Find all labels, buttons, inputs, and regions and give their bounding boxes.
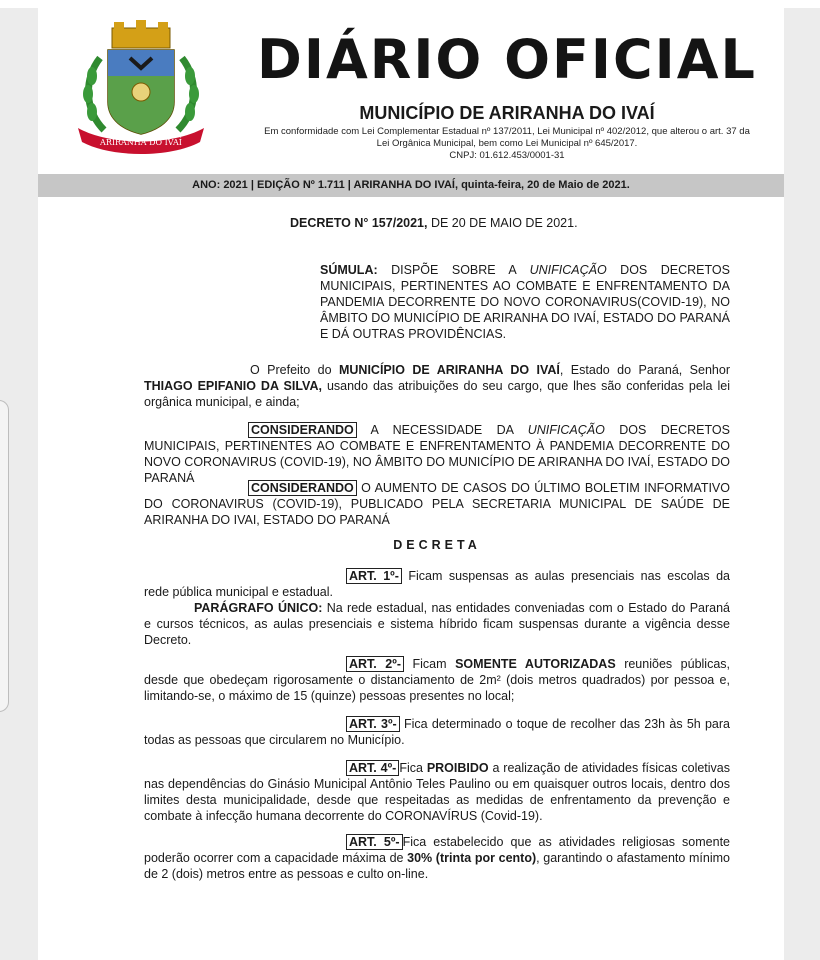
sumula-text-1: DISPÕE SOBRE A xyxy=(377,263,530,277)
edition-bar: ANO: 2021 | EDIÇÃO Nº 1.711 | ARIRANHA DO IVAÍ, quinta-feira, 20 de Maio de 2021. xyxy=(38,174,784,197)
paragrafo-label: PARÁGRAFO ÚNICO: xyxy=(194,601,323,615)
article-2 xyxy=(144,656,730,704)
mayor-name: THIAGO EPIFANIO DA SILVA, xyxy=(144,379,322,393)
top-strip xyxy=(0,0,820,8)
considering-label: CONSIDERANDO xyxy=(248,422,357,438)
considering-1 xyxy=(144,422,730,486)
newspaper-title: DIÁRIO OFICIAL xyxy=(257,28,757,91)
article-label: ART. 2º- xyxy=(346,656,404,672)
article-4-text-2: a realização de atividades físicas coletivas nas dependências do Ginásio Municipal Antônio Teles Paulino ou em quaisquer outros locais, dentro dos limites desta municipalidade, desde que respeitadas as medidas de enfrentamento da prevenção e combate à infecção humana decorrente do CORONAVÍRUS (Covid-19). xyxy=(144,761,730,823)
article-4 xyxy=(144,760,730,824)
article-5 xyxy=(144,834,730,882)
decree-date: DE 20 DE MAIO DE 2021. xyxy=(427,216,578,230)
sumula-label: SÚMULA: xyxy=(320,263,378,277)
preamble-municipality: MUNICÍPIO DE ARIRANHA DO IVAÍ xyxy=(338,363,560,377)
crest-ribbon-text: ARIRANHA DO IVAÍ xyxy=(100,138,182,147)
article-5-text-2: , garantindo o afastamento mínimo de 2 (dois) metros entre as pessoas e culto on-line. xyxy=(144,851,730,881)
preamble-text-2: , Estado do Paraná, Senhor xyxy=(559,363,730,377)
article-label: ART. 5º- xyxy=(346,834,403,850)
decreta-heading: DECRETA xyxy=(393,538,481,552)
cnpj: CNPJ: 01.612.453/0001-31 xyxy=(449,150,565,161)
sumula-italic: UNIFICAÇÃO xyxy=(529,263,607,277)
article-1-text: Ficam suspensas as aulas presenciais nas escolas da rede pública municipal e estadual. xyxy=(144,569,730,599)
article-2-text-1: Ficam xyxy=(403,657,456,671)
article-4-text-1: Fica xyxy=(399,761,427,775)
article-3-text: Fica determinado o toque de recolher das 23h às 5h para todas as pessoas que circularem no Município. xyxy=(144,717,730,747)
decree-number: DECRETO N° 157/2021, xyxy=(290,216,428,230)
decree-title xyxy=(290,216,578,230)
preamble xyxy=(144,362,730,410)
sumula xyxy=(320,262,730,342)
legal-line-1: Em conformidade com Lei Complementar Estadual nº 137/2011, Lei Municipal nº 402/2012, que alterou o art. 37 da xyxy=(264,126,750,137)
considering-1-italic: UNIFICAÇÃO xyxy=(527,423,605,437)
article-2-bold: SOMENTE AUTORIZADAS xyxy=(455,657,616,671)
considering-1-text-2: DOS DECRETOS MUNICIPAIS, PERTINENTES AO COMBATE E ENFRENTAMENTO À PANDEMIA DECORRENTE DO NOVO CORONAVIRUS (COVID-19), NO ÂMBITO DO MUNICÍPIO DE ARIRANHA DO IVAÍ, ESTADO DO PARANÁ xyxy=(144,423,730,485)
legal-notice xyxy=(242,126,772,162)
article-label: ART. 1º- xyxy=(346,568,402,584)
article-5-bold: 30% (trinta por cento) xyxy=(407,851,537,865)
paragrafo-text: Na rede estadual, nas entidades conveniadas com o Estado do Paraná e cursos técnicos, as aulas presenciais e sistema híbrido ficam suspensas durante a vigência desse Decreto. xyxy=(144,601,730,647)
article-2-text-2: reuniões públicas, desde que obedeçam rigorosamente o distanciamento de 2m² (dois metros quadrados) por pessoa e, limitando-se, o máximo de 15 (quinze) pessoas presentes no local; xyxy=(144,657,730,703)
considering-1-text-1: A NECESSIDADE DA xyxy=(356,423,528,437)
article-label: ART. 3º- xyxy=(346,716,400,732)
article-4-bold: PROIBIDO xyxy=(426,761,489,775)
legal-line-2: Lei Orgânica Municipal, bem como Lei Municipal nº 645/2017. xyxy=(376,138,638,149)
article-3 xyxy=(144,716,730,748)
preamble-text-1: O Prefeito do xyxy=(250,363,339,377)
preamble-text-3: usando das atribuições do seu cargo, que lhes são conferidas pela lei orgânica municipal, e ainda; xyxy=(144,379,731,409)
side-drawer-handle[interactable] xyxy=(0,400,9,712)
sumula-text-2: DOS DECRETOS MUNICIPAIS, PERTINENTES AO COMBATE E ENFRENTAMENTO DA PANDEMIA DECORRENTE DO NOVO CORONAVIRUS(COVID-19), NO ÂMBITO DO MUNICÍPIO DE ARIRANHA DO IVAÍ, ESTADO DO PARANÁ E DÁ OUTRAS PROVIDÊNCIAS. xyxy=(320,263,730,341)
article-label: ART. 4º- xyxy=(346,760,399,776)
document-page xyxy=(38,8,784,960)
article-1 xyxy=(144,568,730,600)
article-5-text-1: Fica estabelecido que as atividades religiosas somente poderão ocorrer com a capacidade máxima de xyxy=(144,835,731,865)
considering-2 xyxy=(144,480,730,528)
considering-label: CONSIDERANDO xyxy=(248,480,357,496)
considering-2-text: O AUMENTO DE CASOS DO ÚLTIMO BOLETIM INFORMATIVO DO CORONAVIRUS (COVID-19), PUBLICADO PELA SECRETARIA MUNICIPAL DE SAÚDE DE ARIRANHA DO IVAI, ESTADO DO PARANÁ xyxy=(144,481,730,527)
paragrafo-unico xyxy=(144,600,730,648)
municipality-name: MUNICÍPIO DE ARIRANHA DO IVAÍ xyxy=(359,103,655,123)
municipal-crest-icon xyxy=(70,18,212,158)
